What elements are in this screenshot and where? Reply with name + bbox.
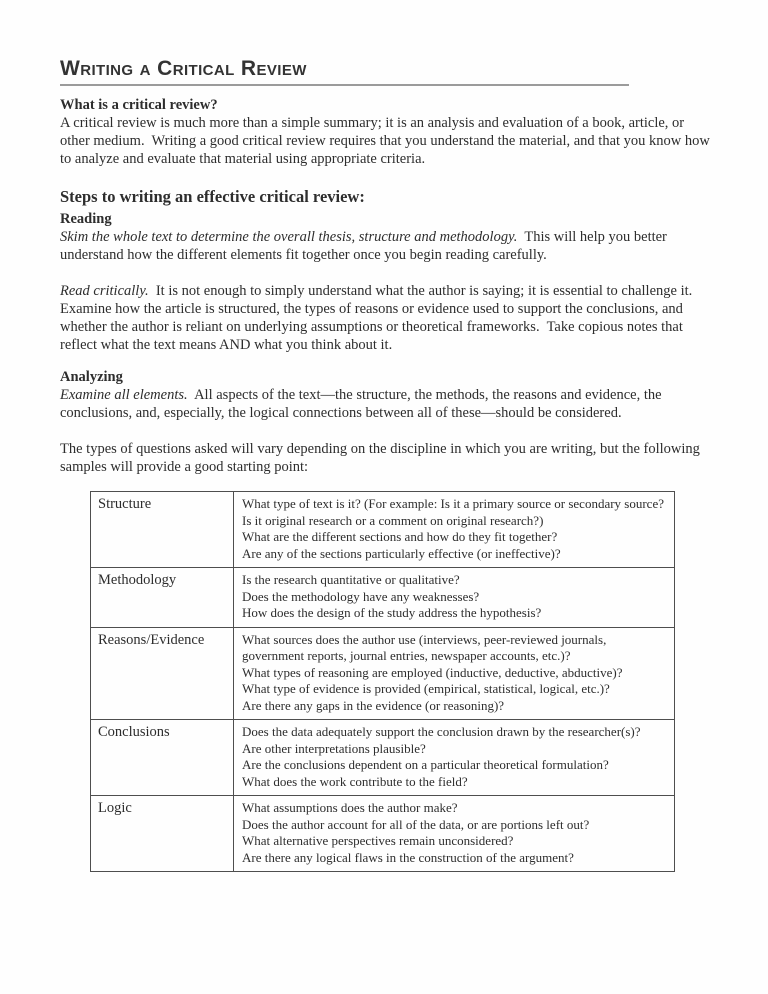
reading-paragraph-1 [60,228,711,264]
analyzing-paragraph-1-lead: Examine all elements. [60,387,188,403]
question-line: Are any of the sections particularly effective (or ineffective)? [242,545,561,561]
title-rule-divider [60,84,629,86]
question-line: What does the work contribute to the field? [242,773,468,789]
reading-paragraph-2 [60,282,711,354]
analyzing-heading: Analyzing [60,369,123,385]
question-line: Does the methodology have any weaknesses? [242,588,480,604]
steps-heading: Steps to writing an effective critical review: [60,187,365,206]
question-line: Does the author account for all of the data, or are portions left out? [242,816,590,832]
question-line: What are the different sections and how do they fit together? [242,529,558,544]
reading-paragraph-1-lead: Skim the whole text to determine the overall thesis, structure and methodology. [60,229,518,245]
reading-paragraph-2-lead: Read critically. [60,283,149,299]
intro-heading: What is a critical review? [60,97,218,113]
reading-paragraph-2-rest: It is not enough to simply understand what the author is saying; it is essential to challenge it. Examine how the article is structured, the types of reasons or evidence used to support the conclusions, and whether the author is reliant on underlying assumptions or theoretical frameworks. Take copious notes that reflect what the text means AND what you think about it. [60,283,696,353]
document-content [60,57,714,872]
row-questions [234,627,675,720]
row-questions [234,796,675,872]
row-label: Logic [91,796,234,872]
question-line: Are other interpretations plausible? [242,740,426,756]
question-line: What sources does the author use (interviews, peer-reviewed journals, government reports, journal entries, newspaper accounts, etc.)? [242,631,610,663]
row-label: Conclusions [91,720,234,796]
table-row-reasons-evidence [91,627,675,720]
question-line: Are there any gaps in the evidence (or reasoning)? [242,697,505,713]
intro-paragraph: A critical review is much more than a simple summary; it is an analysis and evaluation of a book, article, or other medium. Writing a good critical review requires that you understand the material, and that you know how to analyze and evaluate that material using appropriate criteria. [60,115,714,167]
reading-paragraph-1-rest: This will help you better understand how the different elements fit together once you begin reading carefully. [60,229,671,263]
row-label: Structure [91,492,234,568]
analyzing-paragraph-1 [60,386,711,422]
row-questions [234,568,675,628]
table-row-methodology [91,568,675,628]
row-label: Reasons/Evidence [91,627,234,720]
row-questions [234,720,675,796]
table-row-structure [91,492,675,568]
question-line: What type of evidence is provided (empirical, statistical, logical, etc.)? [242,681,610,696]
question-line: What alternative perspectives remain unconsidered? [242,833,514,848]
question-line: What type of text is it? (For example: Is it a primary source or secondary source? Is it original research or a comment on original research?) [242,496,671,528]
table-row-conclusions [91,720,675,796]
question-line: Does the data adequately support the conclusion drawn by the researcher(s)? [242,724,641,739]
question-line: How does the design of the study address the hypothesis? [242,605,542,620]
question-line: Are there any logical flaws in the construction of the argument? [242,849,574,865]
reading-heading: Reading [60,211,112,227]
question-line: What types of reasoning are employed (inductive, deductive, abductive)? [242,664,623,680]
table-row-logic [91,796,675,872]
page-title: Writing a Critical Review [60,57,307,80]
question-line: Are the conclusions dependent on a particular theoretical formulation? [242,757,609,772]
question-samples-table [90,491,675,872]
analyzing-paragraph-1-rest: All aspects of the text—the structure, the methods, the reasons and evidence, the conclusions, and, especially, the logical connections between all of these—should be considered. [60,387,666,421]
question-line: Is the research quantitative or qualitative? [242,572,460,587]
row-questions [234,492,675,568]
row-label: Methodology [91,568,234,628]
analyzing-paragraph-2: The types of questions asked will vary depending on the discipline in which you are writing, but the following samples will provide a good starting point: [60,441,704,475]
question-line: What assumptions does the author make? [242,800,458,815]
